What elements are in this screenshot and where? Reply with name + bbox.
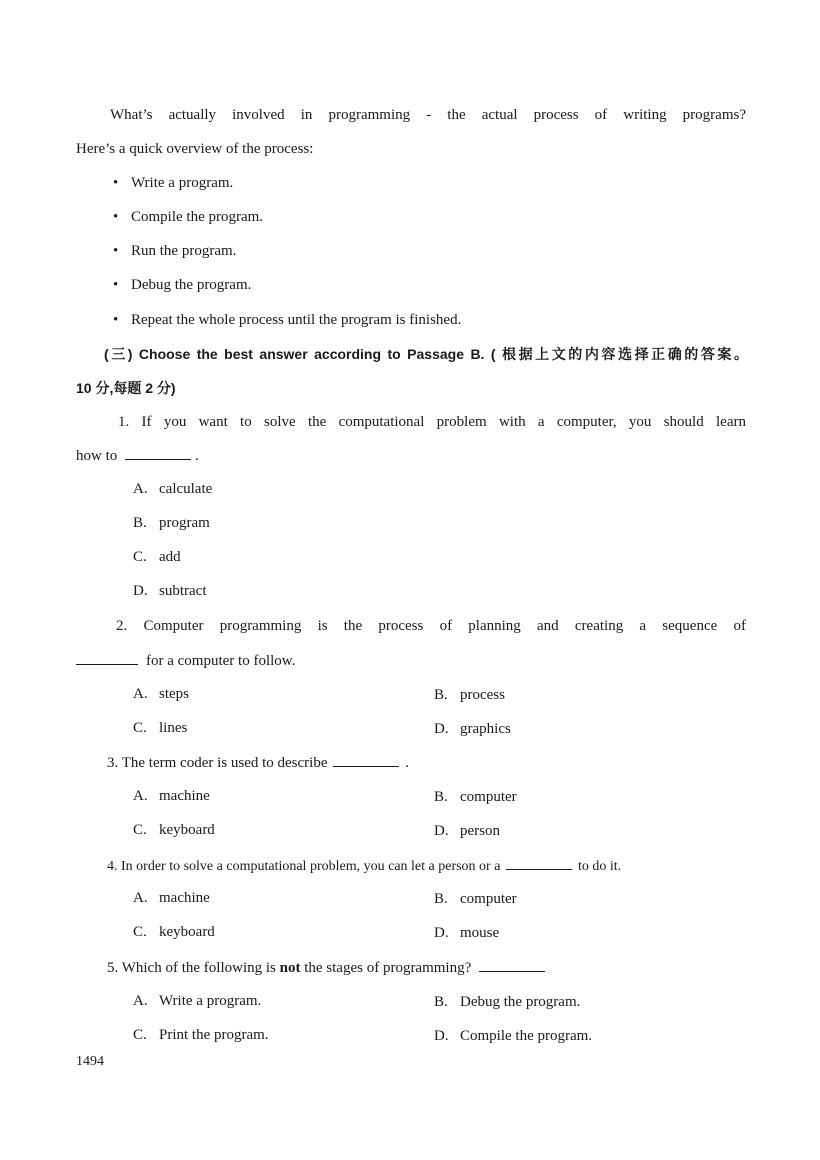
option-letter: A. (133, 686, 148, 702)
option-text: computer (460, 789, 517, 805)
option-letter: B. (434, 994, 448, 1010)
bullet-icon: • (113, 312, 119, 328)
question-2-text-end: for a computer to follow. (146, 653, 296, 669)
option-letter: D. (434, 925, 449, 941)
answer-blank (506, 856, 572, 870)
option-d (434, 924, 499, 942)
option-a (133, 480, 212, 498)
question-5-text-end: the stages of programming? (304, 960, 472, 976)
step-item (113, 276, 251, 294)
option-b (434, 890, 517, 908)
question-1-line-2 (76, 446, 199, 465)
bullet-icon: • (113, 175, 119, 191)
option-b (133, 514, 210, 532)
option-b (434, 788, 517, 806)
question-3-text-end: . (405, 755, 409, 771)
option-c (133, 821, 215, 839)
answer-blank (479, 958, 545, 972)
option-c (133, 1026, 269, 1044)
option-letter: A. (133, 993, 148, 1009)
option-letter: B. (434, 687, 448, 703)
intro-line-2: Here’s a quick overview of the process: (76, 141, 314, 157)
option-text: computer (460, 891, 517, 907)
option-text: keyboard (159, 822, 215, 838)
section-heading-line-2: 10 分,每题 2 分) (76, 380, 176, 396)
question-2-line-2 (76, 651, 295, 670)
option-text: person (460, 823, 500, 839)
option-text: Print the program. (159, 1027, 269, 1043)
step-text: Debug the program. (131, 277, 252, 293)
question-1-line-1: 1. If you want to solve the computational problem with a computer, you should learn (118, 414, 746, 430)
option-d (133, 582, 206, 600)
option-text: steps (159, 686, 189, 702)
step-text: Write a program. (131, 175, 234, 191)
option-letter: B. (434, 891, 448, 907)
option-text: Debug the program. (460, 994, 581, 1010)
option-text: machine (159, 788, 210, 804)
option-c (133, 923, 215, 941)
option-letter: D. (434, 1028, 449, 1044)
step-text: Compile the program. (131, 209, 264, 225)
option-text: Write a program. (159, 993, 262, 1009)
option-text: subtract (159, 583, 207, 599)
option-letter: C. (133, 924, 147, 940)
question-1-text-end: . (195, 448, 199, 464)
step-text: Run the program. (131, 243, 237, 259)
question-1-text-start: how to (76, 448, 118, 464)
option-a (133, 992, 261, 1010)
page-number: 1494 (76, 1054, 104, 1069)
question-5-text-start: 5. Which of the following is (107, 960, 276, 976)
option-d (434, 720, 511, 738)
option-text: lines (159, 720, 188, 736)
option-letter: A. (133, 788, 148, 804)
option-letter: D. (434, 721, 449, 737)
answer-blank (76, 651, 138, 665)
option-a (133, 889, 210, 907)
option-text: keyboard (159, 924, 215, 940)
option-letter: A. (133, 481, 148, 497)
option-letter: A. (133, 890, 148, 906)
option-text: add (159, 549, 181, 565)
option-a (133, 685, 189, 703)
option-d (434, 1027, 592, 1045)
answer-blank (333, 753, 399, 767)
option-text: process (460, 687, 505, 703)
option-letter: B. (133, 515, 147, 531)
option-c (133, 548, 181, 566)
option-letter: B. (434, 789, 448, 805)
option-a (133, 787, 210, 805)
option-b (434, 686, 505, 704)
question-2-line-1: 2. Computer programming is the process of planning and creating a sequence of (116, 618, 746, 634)
question-5-line-1 (107, 958, 545, 977)
step-item (113, 208, 263, 226)
bullet-icon: • (113, 243, 119, 259)
option-letter: D. (133, 583, 148, 599)
question-4-text-end: to do it. (577, 859, 622, 874)
question-3-text-start: 3. The term coder is used to describe (107, 755, 328, 771)
bullet-icon: • (113, 209, 119, 225)
question-5-emphasis: not (279, 960, 301, 976)
answer-blank (125, 446, 191, 460)
bullet-icon: • (113, 277, 119, 293)
step-item (113, 311, 461, 329)
option-d (434, 822, 500, 840)
question-4-text-start: 4. In order to solve a computational problem, you can let a person or a (107, 859, 501, 874)
option-text: mouse (460, 925, 500, 941)
step-text: Repeat the whole process until the program is finished. (131, 312, 462, 328)
option-c (133, 719, 187, 737)
step-item (113, 174, 233, 192)
option-b (434, 993, 580, 1011)
question-4-line-1 (107, 856, 621, 876)
option-text: graphics (460, 721, 511, 737)
option-text: machine (159, 890, 210, 906)
option-letter: D. (434, 823, 449, 839)
section-heading-line-1: (三) Choose the best answer according to Passage B. ( 根据上文的内容选择正确的答案。 (104, 346, 748, 362)
intro-line-1: What’s actually involved in programming - the actual process of writing programs? (110, 107, 746, 123)
option-letter: C. (133, 720, 147, 736)
step-item (113, 242, 236, 260)
option-letter: C. (133, 549, 147, 565)
option-text: calculate (159, 481, 213, 497)
option-text: program (159, 515, 210, 531)
option-text: Compile the program. (460, 1028, 593, 1044)
option-letter: C. (133, 1027, 147, 1043)
question-3-line-1 (107, 753, 409, 772)
option-letter: C. (133, 822, 147, 838)
